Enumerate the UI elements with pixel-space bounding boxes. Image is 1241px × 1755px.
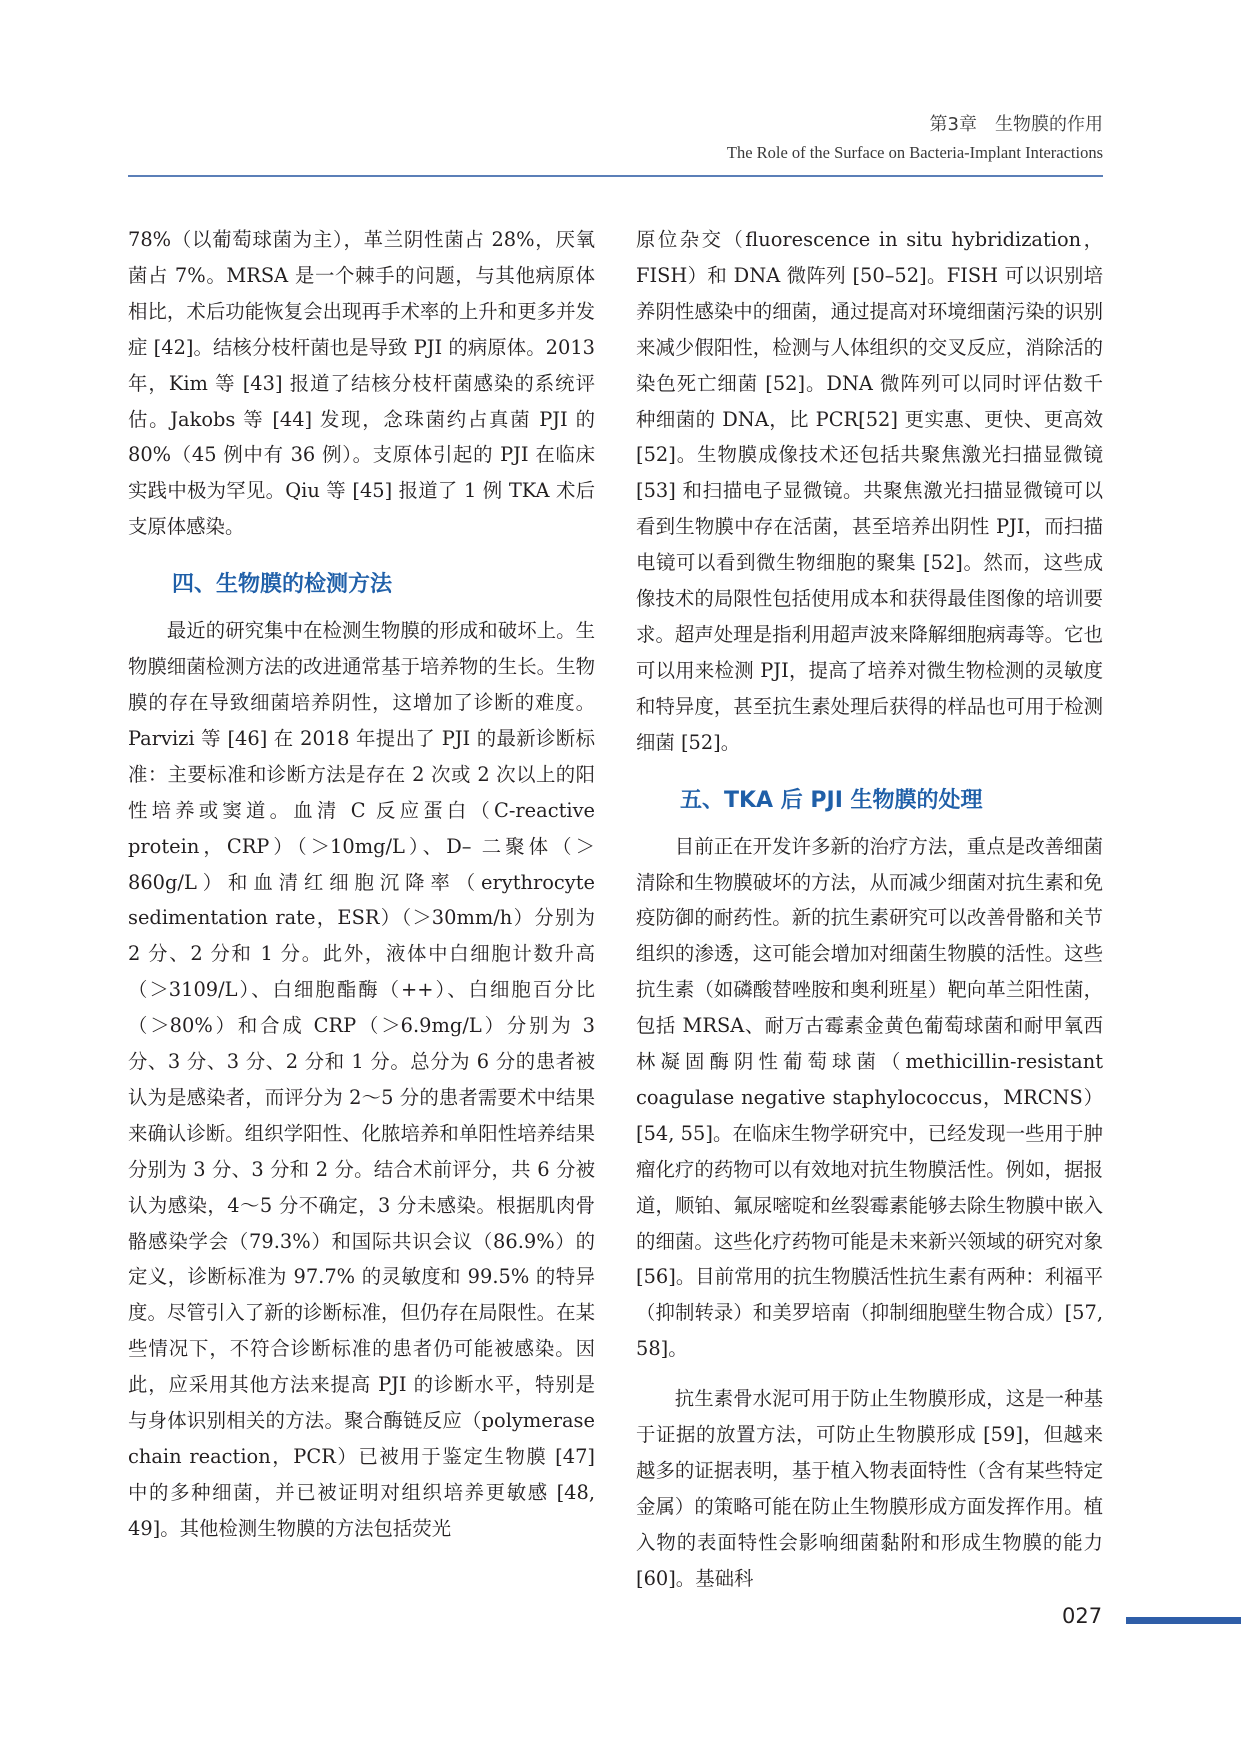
right-column [636, 222, 1103, 1597]
section-heading-treatment: 五、TKA 后 PJI 生物膜的处理 [680, 787, 983, 813]
header-rule [128, 175, 1103, 177]
section-heading-detection: 四、生物膜的检测方法 [172, 572, 393, 598]
left-paragraph-2: 最近的研究集中在检测生物膜的形成和破坏上。生物膜细菌检测方法的改进通常基于培养物的生长。生物膜的存在导致细菌培养阴性，这增加了诊断的难度。Parvizi 等 [46] 在 2018 年提出了 PJI 的最新诊断标准：主要标准和诊断方法是存在 2 次或 2 次以上的阳性培养或窦道。血清 C 反应蛋白（C-reactive protein，CRP）（＞10mg/L）、D– 二聚体（＞860g/L）和血清红细胞沉降率（erythrocyte sedimentation rate，ESR）（＞30mm/h）分别为 2 分、2 分和 1 分。此外，液体中白细胞计数升高（＞3109/L）、白细胞酯酶（++）、白细胞百分比（＞80%）和合成 CRP（＞6.9mg/L）分别为 3 分、3 分、3 分、2 分和 1 分。总分为 6 分的患者被认为是感染者，而评分为 2～5 分的患者需要术中结果来确认诊断。组织学阳性、化脓培养和单阳性培养结果分别为 3 分、3 分和 2 分。结合术前评分，共 6 分被认为感染，4～5 分不确定，3 分未感染。根据肌肉骨骼感染学会（79.3%）和国际共识会议（86.9%）的定义，诊断标准为 97.7% 的灵敏度和 99.5% 的特异度。尽管引入了新的诊断标准，但仍存在局限性。在某些情况下，不符合诊断标准的患者仍可能被感染。因此，应采用其他方法来提高 PJI 的诊断水平，特别是与身体识别相关的方法。聚合酶链反应（polymerase chain reaction，PCR）已被用于鉴定生物膜 [47] 中的多种细菌，并已被证明对组织培养更敏感 [48, 49]。其他检测生物膜的方法包括荧光 [128, 619, 595, 1540]
left-paragraph-1: 78%（以葡萄球菌为主），革兰阴性菌占 28%，厌氧菌占 7%。MRSA 是一个棘手的问题，与其他病原体相比，术后功能恢复会出现再手术率的上升和更多并发症 [42]。结核分枝杆菌也是导致 PJI 的病原体。2013 年，Kim 等 [43] 报道了结核分枝杆菌感染的系统评估。Jakobs 等 [44] 发现，念珠菌约占真菌 PJI 的 80%（45 例中有 36 例）。支原体引起的 PJI 在临床实践中极为罕见。Qiu 等 [45] 报道了 1 例 TKA 术后支原体感染。 [128, 228, 595, 539]
page-number-bar [1126, 1617, 1241, 1624]
right-paragraph-1: 原位杂交（fluorescence in situ hybridization，FISH）和 DNA 微阵列 [50–52]。FISH 可以识别培养阴性感染中的细菌，通过提高对环境细菌污染的识别来减少假阳性，检测与人体组织的交叉反应，消除活的染色死亡细菌 [52]。DNA 微阵列可以同时评估数千种细菌的 DNA，比 PCR[52] 更实惠、更快、更高效 [52]。生物膜成像技术还包括共聚焦激光扫描显微镜 [53] 和扫描电子显微镜。共聚焦激光扫描显微镜可以看到生物膜中存在活菌，甚至培养出阴性 PJI，而扫描电镜可以看到微生物细胞的聚集 [52]。然而，这些成像技术的局限性包括使用成本和获得最佳图像的培训要求。超声处理是指利用超声波来降解细胞病毒等。它也可以用来检测 PJI，提高了培养对微生物检测的灵敏度和特异度，甚至抗生素处理后获得的样品也可用于检测细菌 [52]。 [636, 228, 1103, 754]
chapter-subtitle: The Role of the Surface on Bacteria-Implant Interactions [726, 143, 1103, 162]
page-number: 027 [1062, 1604, 1103, 1628]
running-head [727, 112, 1103, 168]
right-paragraph-2: 目前正在开发许多新的治疗方法，重点是改善细菌清除和生物膜破坏的方法，从而减少细菌对抗生素和免疫防御的耐药性。新的抗生素研究可以改善骨骼和关节组织的渗透，这可能会增加对细菌生物膜的活性。这些抗生素（如磷酸替唑胺和奥利班星）靶向革兰阳性菌，包括 MRSA、耐万古霉素金黄色葡萄球菌和耐甲氧西林凝固酶阴性葡萄球菌（methicillin-resistant coagulase negative staphylococcus，MRCNS）[54, 55]。在临床生物学研究中，已经发现一些用于肿瘤化疗的药物可以有效地对抗生物膜活性。例如，据报道，顺铂、氟尿嘧啶和丝裂霉素能够去除生物膜中嵌入的细菌。这些化疗药物可能是未来新兴领域的研究对象 [56]。目前常用的抗生物膜活性抗生素有两种：利福平（抑制转录）和美罗培南（抑制细胞壁生物合成）[57, 58]。 [636, 834, 1103, 1361]
right-paragraph-3: 抗生素骨水泥可用于防止生物膜形成，这是一种基于证据的放置方法，可防止生物膜形成 [59]，但越来越多的证据表明，基于植入物表面特性（含有某些特定金属）的策略可能在防止生物膜形成方面发挥作用。植入物的表面特性会影响细菌黏附和形成生物膜的能力 [60]。基础科 [636, 1387, 1103, 1590]
chapter-title: 第3章 生物膜的作用 [929, 114, 1103, 135]
left-column [128, 222, 595, 1547]
